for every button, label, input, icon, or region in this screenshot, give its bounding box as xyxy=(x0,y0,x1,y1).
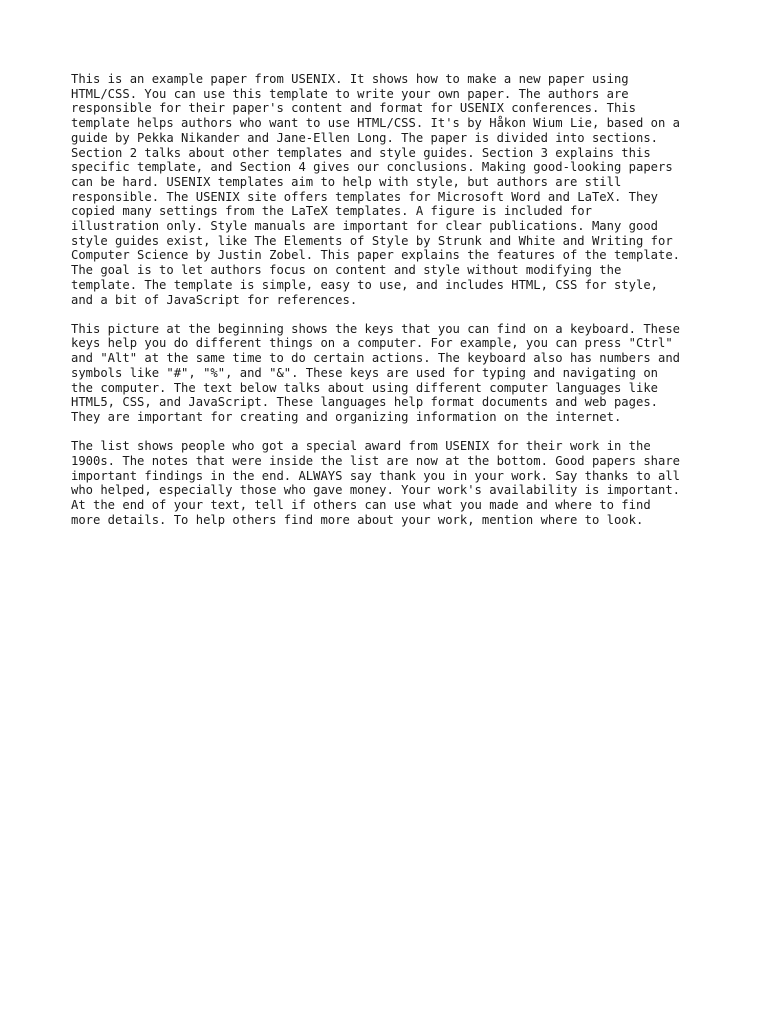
document-body xyxy=(71,72,703,542)
paragraph-award-list: The list shows people who got a special award from USENIX for their work in the 1900s. The notes that were inside the list are now at the bottom. Good papers share important findings in the end. ALWAYS say thank you in your work. Say thanks to all who helped, especially those who gave money. Your work's availability is important. At the end of your text, tell if others can use what you made and where to find more details. To help others find more about your work, mention where to look. xyxy=(71,439,681,527)
paragraph-intro: This is an example paper from USENIX. It shows how to make a new paper using HTML/CSS. You can use this template to write your own paper. The authors are responsible for their paper's content and format for USENIX conferences. This template helps authors who want to use HTML/CSS. It's by Håkon Wium Lie, based on a guide by Pekka Nikander and Jane-Ellen Long. The paper is divided into sections. Section 2 talks about other templates and style guides. Section 3 explains this specific template, and Section 4 gives our conclusions. Making good-looking papers can be hard. USENIX templates aim to help with style, but authors are still responsible. The USENIX site offers templates for Microsoft Word and LaTeX. They copied many settings from the LaTeX templates. A figure is included for illustration only. Style manuals are important for clear publications. Many good style guides exist, like The Elements of Style by Strunk and White and Writing for Computer Science by Justin Zobel. This paper explains the features of the template. The goal is to let authors focus on content and style without modifying the template. The template is simple, easy to use, and includes HTML, CSS for style, and a bit of JavaScript for references. xyxy=(71,72,681,307)
paragraph-keyboard: This picture at the beginning shows the keys that you can find on a keyboard. These keys help you do different things on a computer. For example, you can press "Ctrl" and "Alt" at the same time to do certain actions. The keyboard also has numbers and symbols like "#", "%", and "&". These keys are used for typing and navigating on the computer. The text below talks about using different computer languages like HTML5, CSS, and JavaScript. These languages help format documents and web pages. They are important for creating and organizing information on the internet. xyxy=(71,321,681,424)
